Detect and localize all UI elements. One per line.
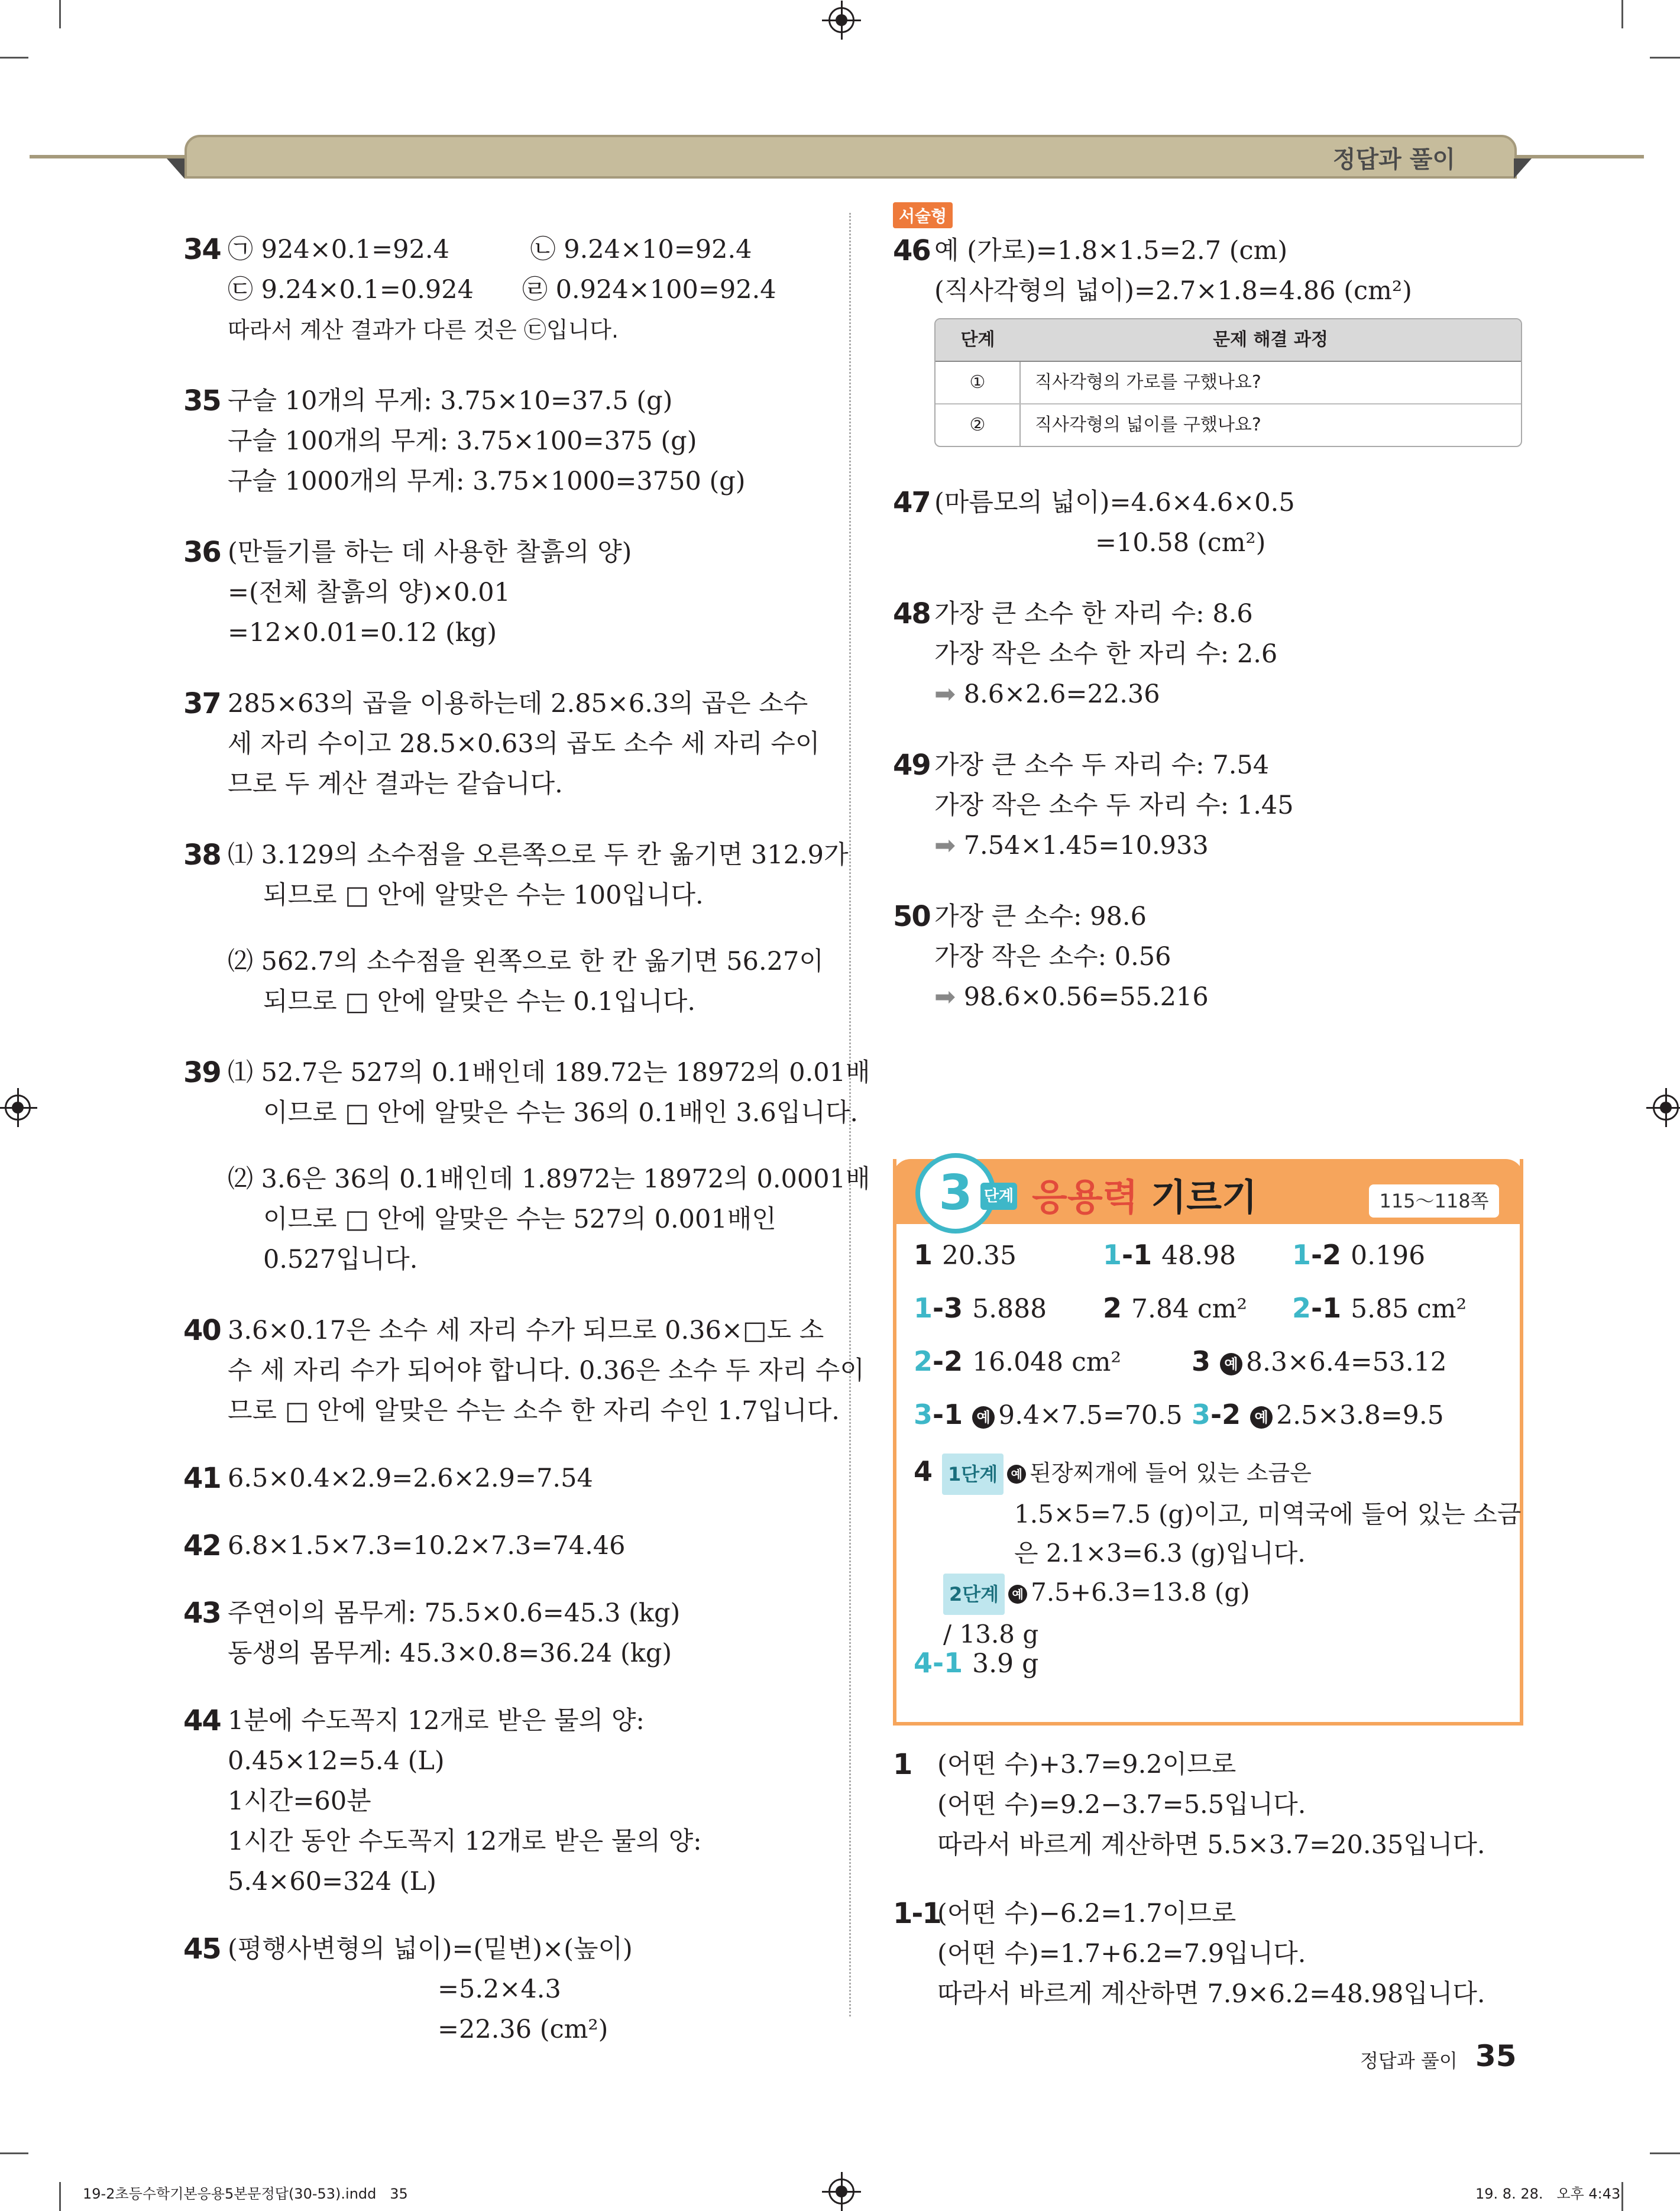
problem-number: 34 xyxy=(183,233,221,266)
stage-2-label: 2단계 xyxy=(943,1574,1005,1615)
text-line: 가장 큰 소수 두 자리 수: 7.54 xyxy=(934,750,1270,780)
table-header: 단계 xyxy=(936,319,1020,361)
text-line: ⑴ 3.129의 소수점을 오른쪽으로 두 칸 옮기면 312.9가 xyxy=(228,840,849,870)
text-line: 수 세 자리 수가 되어야 합니다. 0.36은 소수 두 자리 수이 xyxy=(228,1356,865,1385)
text-line: 7.54×1.45=10.933 xyxy=(963,831,1209,860)
text-line: 은 2.1×3=6.3 (g)입니다. xyxy=(1014,1539,1306,1568)
header-tab xyxy=(184,135,1517,179)
table-row xyxy=(936,404,1521,446)
answer-item: 1-1 48.98 xyxy=(1103,1239,1236,1271)
crop-mark xyxy=(1650,2152,1680,2154)
text-line: 1시간=60분 xyxy=(228,1786,371,1816)
step-number-badge: 3 xyxy=(915,1153,996,1234)
problem-41 xyxy=(183,1458,834,1498)
text-line: =5.2×4.3 xyxy=(438,1974,561,2004)
problem-number: 38 xyxy=(183,839,221,872)
text-line: 이므로 □ 안에 알맞은 수는 527의 0.001배인 xyxy=(263,1205,776,1234)
essay-badge: 서술형 xyxy=(893,202,953,228)
problem-number: 50 xyxy=(893,900,930,933)
problem-number: 43 xyxy=(183,1597,221,1630)
registration-mark-icon xyxy=(5,1095,31,1121)
text-line: =(전체 찰흙의 양)×0.01 xyxy=(228,578,510,607)
text-line: ⑵ 3.6은 36의 0.1배인데 1.8972는 18972의 0.0001배 xyxy=(228,1164,870,1194)
problem-number: 48 xyxy=(893,597,930,630)
problem-number: 36 xyxy=(183,536,221,569)
text-line: =10.58 (cm²) xyxy=(1095,528,1266,558)
problem-number: 41 xyxy=(183,1462,221,1495)
problem-number: 40 xyxy=(183,1314,221,1347)
problem-44 xyxy=(183,1701,834,1902)
text-line: 세 자리 수이고 28.5×0.63의 곱도 소수 세 자리 수이 xyxy=(228,729,820,759)
text-line: 구슬 1000개의 무게: 3.75×1000=3750 (g) xyxy=(228,467,746,496)
table-cell: ② xyxy=(936,404,1020,446)
problem-48 xyxy=(893,594,1532,714)
answer-item: 3 예 8.3×6.4=53.12 xyxy=(1192,1345,1447,1377)
text-line: 이므로 □ 안에 알맞은 수는 36의 0.1배인 3.6입니다. xyxy=(263,1098,859,1128)
text-line: 가장 작은 소수: 0.56 xyxy=(934,942,1171,972)
text-line: (만들기를 하는 데 사용한 찰흙의 양) xyxy=(228,538,632,567)
example-icon: 예 xyxy=(1250,1406,1273,1429)
answer-item: 3-1 예 9.4×7.5=70.5 xyxy=(914,1399,1183,1430)
solution-1 xyxy=(893,1744,1532,1865)
arrow-right-icon: ➡ xyxy=(934,831,964,860)
problem-47 xyxy=(893,483,1532,563)
right-column xyxy=(893,206,1532,1017)
scoring-table xyxy=(934,318,1522,447)
problem-39 xyxy=(183,1053,870,1280)
crop-mark xyxy=(0,57,28,59)
problem-50 xyxy=(893,896,1532,1017)
slug-date: 19. 8. 28. 오후 4:43 xyxy=(1475,2186,1621,2202)
arrow-right-icon: ➡ xyxy=(934,679,964,709)
stage-1-label: 1단계 xyxy=(942,1454,1004,1495)
text-line: 예 (가로)=1.8×1.5=2.7 (cm) xyxy=(934,236,1288,266)
problem-40 xyxy=(183,1310,865,1431)
step-label: 단계 xyxy=(980,1183,1017,1210)
left-column xyxy=(183,229,870,2050)
header-corner-right xyxy=(1514,158,1532,179)
answer-item: 1-3 5.888 xyxy=(914,1292,1047,1324)
table-cell: 직사각형의 가로를 구했나요? xyxy=(1020,361,1521,404)
example-icon: 예 xyxy=(972,1406,995,1429)
text-line: 5.4×60=324 (L) xyxy=(228,1867,437,1896)
problem-46 xyxy=(893,231,1532,447)
text-line: (마름모의 넓이)=4.6×4.6×0.5 xyxy=(934,488,1295,517)
table-cell: ① xyxy=(936,361,1020,404)
text-line: 따라서 바르게 계산하면 7.9×6.2=48.98입니다. xyxy=(937,1979,1485,2009)
crop-mark xyxy=(1621,0,1623,28)
problem-43 xyxy=(183,1593,834,1673)
registration-mark-icon xyxy=(828,7,854,33)
text-line: 므로 □ 안에 알맞은 수는 소수 한 자리 수인 1.7입니다. xyxy=(228,1396,840,1426)
crop-mark xyxy=(59,2182,61,2211)
text-line: (어떤 수)=9.2−3.7=5.5입니다. xyxy=(937,1790,1306,1820)
text-line: (직사각형의 넓이)=2.7×1.8=4.86 (cm²) xyxy=(934,276,1412,306)
problem-34 xyxy=(183,229,834,350)
problem-number: 37 xyxy=(183,687,221,720)
text-line: 구슬 100개의 무게: 3.75×100=375 (g) xyxy=(228,426,697,456)
table-cell: 직사각형의 넓이를 구했나요? xyxy=(1035,415,1261,435)
text-line: 되므로 □ 안에 알맞은 수는 100입니다. xyxy=(263,880,704,910)
crop-mark xyxy=(0,2152,28,2154)
header-corner-left xyxy=(167,158,184,179)
example-icon: 예 xyxy=(1220,1353,1242,1375)
answer-item: 1 20.35 xyxy=(914,1239,1017,1271)
answer-row xyxy=(914,1292,1505,1345)
answer-item: 3-2 예 2.5×3.8=9.5 xyxy=(1192,1399,1444,1430)
text-line: 1.5×5=7.5 (g)이고, 미역국에 들어 있는 소금 xyxy=(1014,1500,1522,1529)
answer-item: 1-2 0.196 xyxy=(1292,1239,1426,1271)
answer-item: 4-1 3.9 g xyxy=(914,1647,1039,1679)
text-line: (어떤 수)+3.7=9.2이므로 xyxy=(937,1750,1236,1779)
answer-row xyxy=(914,1399,1505,1452)
text-line: 따라서 계산 결과가 다른 것은 ㉢입니다. xyxy=(228,317,619,343)
page-range: 115～118쪽 xyxy=(1369,1184,1499,1218)
problem-35 xyxy=(183,381,834,501)
text-line: 가장 작은 소수 두 자리 수: 1.45 xyxy=(934,791,1294,820)
text-line: / 13.8 g xyxy=(943,1620,1039,1649)
text-line: 1분에 수도꼭지 12개로 받은 물의 양: xyxy=(228,1706,645,1736)
text-line: ㉢ 9.24×0.1=0.924 ㉣ 0.924×100=92.4 xyxy=(228,275,776,305)
solution-1-1 xyxy=(893,1893,1532,2014)
problem-45 xyxy=(183,1929,834,2050)
footer-label: 정답과 풀이 xyxy=(1360,2050,1458,2072)
text-line: 0.45×12=5.4 (L) xyxy=(228,1746,445,1776)
text-line: 되므로 □ 안에 알맞은 수는 0.1입니다. xyxy=(263,987,696,1017)
text-line: =22.36 (cm²) xyxy=(438,2015,608,2044)
crop-mark xyxy=(1650,57,1680,59)
crop-mark xyxy=(1621,2182,1623,2211)
text-line: 므로 두 계산 결과는 같습니다. xyxy=(228,769,563,799)
answer-row xyxy=(914,1239,1505,1292)
problem-36 xyxy=(183,532,834,653)
text-line: ㉠ 924×0.1=92.4 ㉡ 9.24×10=92.4 xyxy=(228,235,752,264)
problem-number: 1 xyxy=(893,1748,912,1781)
text-line: 98.6×0.56=55.216 xyxy=(963,982,1209,1012)
problem-number: 39 xyxy=(183,1056,221,1089)
table-header: 문제 해결 과정 xyxy=(1020,319,1521,361)
page-number: 35 xyxy=(1475,2039,1517,2073)
problem-number: 46 xyxy=(893,234,930,267)
text-line: 가장 큰 소수: 98.6 xyxy=(934,902,1147,931)
problem-37 xyxy=(183,684,834,804)
problem-number: 44 xyxy=(183,1704,221,1737)
solutions xyxy=(893,1744,1532,2014)
text-line: (평행사변형의 넓이)=(밑변)×(높이) xyxy=(228,1934,633,1964)
example-icon: 예 xyxy=(1008,1585,1027,1604)
slug-filename: 19-2초등수학기본응용5본문정답(30-53).indd 35 xyxy=(83,2186,408,2202)
answer-item: 2-2 16.048 cm² xyxy=(914,1345,1122,1377)
text-line: 285×63의 곱을 이용하는데 2.85×6.3의 곱은 소수 xyxy=(228,689,808,718)
text-line: (어떤 수)−6.2=1.7이므로 xyxy=(937,1899,1236,1928)
registration-mark-icon xyxy=(828,2178,854,2204)
text-line: 6.5×0.4×2.9=2.6×2.9=7.54 xyxy=(228,1464,593,1493)
problem-number: 1-1 xyxy=(893,1897,941,1930)
text-line: 가장 작은 소수 한 자리 수: 2.6 xyxy=(934,639,1278,669)
text-line: 주연이의 몸무게: 75.5×0.6=45.3 (kg) xyxy=(228,1598,681,1628)
answer-4: 4 1단계 예 된장찌개에 들어 있는 소금은 1.5×5=7.5 (g)이고, 미역국에 들어 있는 소금 은 2.1×3=6.3 (g)입니다. 2단계 예 7.5+6.3=13.8 (g) / 13.8 g xyxy=(914,1452,1505,1647)
text-line: ⑴ 52.7은 527의 0.1배인데 189.72는 18972의 0.01배 xyxy=(228,1058,870,1087)
problem-number: 35 xyxy=(183,384,221,417)
text-line: 6.8×1.5×7.3=10.2×7.3=74.46 xyxy=(228,1531,626,1561)
problem-number: 42 xyxy=(183,1529,221,1562)
text-line: 0.527입니다. xyxy=(263,1245,418,1274)
arrow-right-icon: ➡ xyxy=(934,982,964,1012)
text-line: (어떤 수)=1.7+6.2=7.9입니다. xyxy=(937,1939,1306,1969)
text-line: 1시간 동안 수도꼭지 12개로 받은 물의 양: xyxy=(228,1827,702,1856)
text-line: 동생의 몸무게: 45.3×0.8=36.24 (kg) xyxy=(228,1639,672,1668)
example-icon: 예 xyxy=(1007,1465,1026,1484)
crop-mark xyxy=(59,0,61,28)
problem-38 xyxy=(183,835,849,1022)
text-line: 구슬 10개의 무게: 3.75×10=37.5 (g) xyxy=(228,386,673,416)
header-title: 정답과 풀이 xyxy=(1332,146,1455,173)
problem-number: 45 xyxy=(183,1932,221,1966)
registration-mark-icon xyxy=(1653,1095,1679,1121)
problem-number: 49 xyxy=(893,749,930,782)
text-line: 따라서 바르게 계산하면 5.5×3.7=20.35입니다. xyxy=(937,1830,1485,1860)
text-line: 가장 큰 소수 한 자리 수: 8.6 xyxy=(934,599,1253,629)
text-line: 3.6×0.17은 소수 세 자리 수가 되므로 0.36×□도 소 xyxy=(228,1316,824,1345)
answer-row xyxy=(914,1345,1505,1399)
text-line: ⑵ 562.7의 소수점을 왼쪽으로 한 칸 옮기면 56.27이 xyxy=(228,947,824,976)
problem-42 xyxy=(183,1526,834,1566)
section-title: 응용력 기르기 xyxy=(1032,1176,1257,1219)
answer-row xyxy=(914,1647,1505,1700)
table-row xyxy=(936,361,1521,404)
problem-49 xyxy=(893,745,1532,866)
answer-grid xyxy=(914,1239,1522,1700)
answer-item: 2 7.84 cm² xyxy=(1103,1292,1247,1324)
text-line: =12×0.01=0.12 (kg) xyxy=(228,618,497,648)
text-line: 8.6×2.6=22.36 xyxy=(963,679,1160,709)
answer-item: 2-1 5.85 cm² xyxy=(1292,1292,1467,1324)
problem-number: 47 xyxy=(893,486,930,519)
